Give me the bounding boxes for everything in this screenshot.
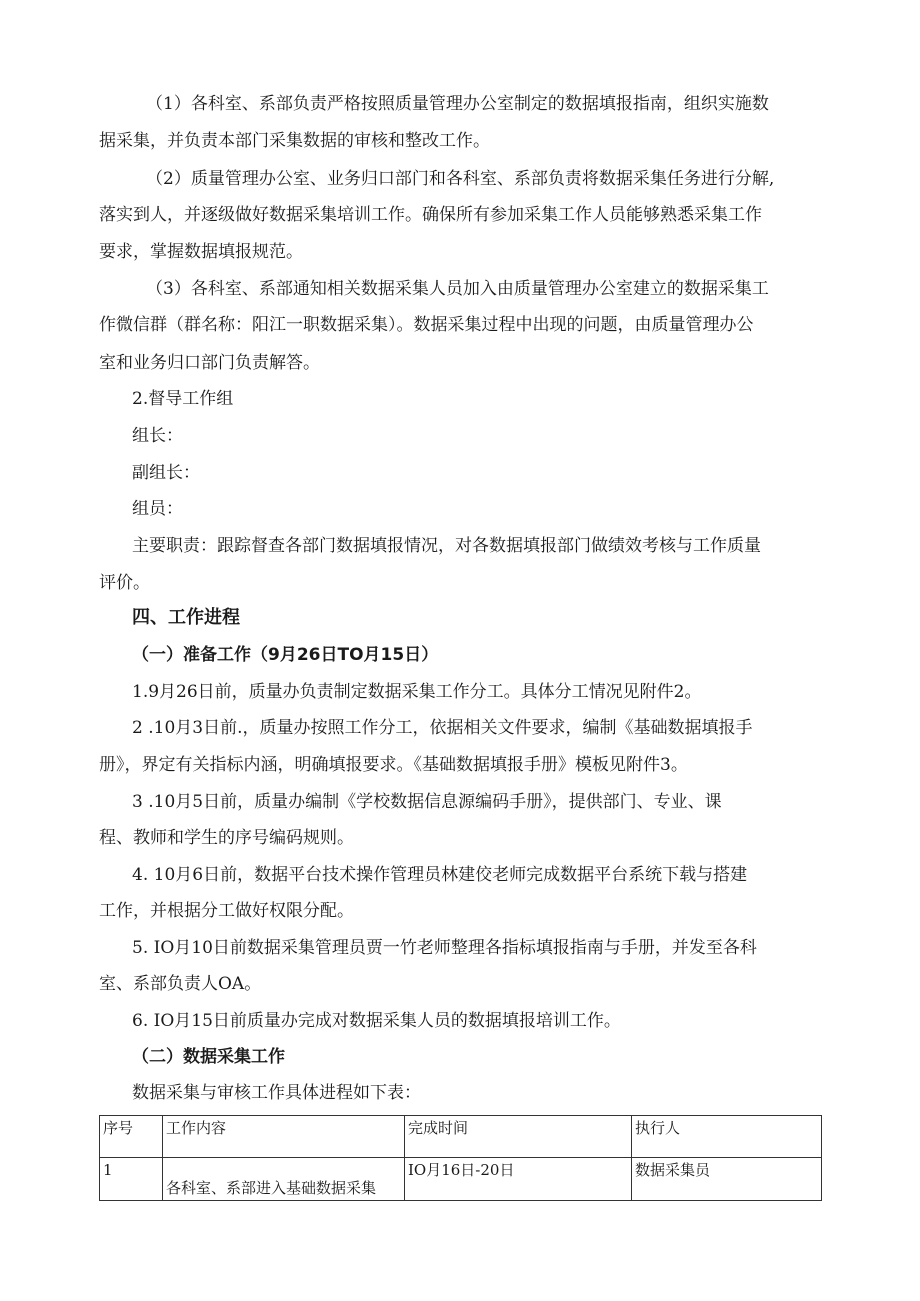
header-cell-time: 完成时间 xyxy=(405,1116,632,1158)
cell-content: 各科室、系部进入基础数据采集 xyxy=(163,1158,405,1201)
para-2-line-2: 落实到人，并逐级做好数据采集培训工作。确保所有参加采集工作人员能够熟悉采集工作 xyxy=(99,205,762,225)
team-leader-label: 组长： xyxy=(132,426,183,446)
para-1-line-2: 据采集，并负责本部门采集数据的审核和整改工作。 xyxy=(99,131,490,151)
subheading-data-collection: （二）数据采集工作 xyxy=(132,1047,285,1067)
item-3-line-2: 程、教师和学生的序号编码规则。 xyxy=(99,828,354,848)
item-2-line-2: 册》，界定有关指标内涵，明确填报要求。《基础数据填报手册》模板见附件3。 xyxy=(99,755,688,775)
item-2-line-1: 2 .10月3日前.，质量办按照工作分工，依据相关文件要求，编制《基础数据填报手 xyxy=(132,718,753,738)
item-5-line-1: 5. IO月10日前数据采集管理员贾一竹老师整理各指标填报指南与手册，并发至各科 xyxy=(132,938,757,958)
table-intro: 数据采集与审核工作具体进程如下表： xyxy=(132,1083,421,1103)
header-cell-content: 工作内容 xyxy=(163,1116,405,1158)
deputy-leader-label: 副组长： xyxy=(132,463,200,483)
cell-index: 1 xyxy=(100,1158,163,1201)
table-header-row xyxy=(100,1116,822,1158)
schedule-table xyxy=(99,1115,822,1201)
section-heading-progress: 四、工作进程 xyxy=(132,607,240,628)
header-cell-executor: 执行人 xyxy=(632,1116,822,1158)
item-5-line-2: 室、系部负责人OA。 xyxy=(99,974,262,994)
para-2-line-3: 要求，掌握数据填报规范。 xyxy=(99,242,303,262)
duties-line-1: 主要职责：跟踪督查各部门数据填报情况，对各数据填报部门做绩效考核与工作质量 xyxy=(132,536,761,556)
subheading-preparation: （一）准备工作（9月26日TO月15日） xyxy=(132,645,439,665)
section-heading-supervision: 2.督导工作组 xyxy=(132,389,234,409)
cell-executor: 数据采集员 xyxy=(632,1158,822,1201)
item-1: 1.9月26日前，质量办负责制定数据采集工作分工。具体分工情况见附件2。 xyxy=(132,682,702,702)
item-4-line-1: 4. 10月6日前，数据平台技术操作管理员林建佼老师完成数据平台系统下载与搭建 xyxy=(132,865,748,885)
member-label: 组员： xyxy=(132,499,183,519)
header-cell-index: 序号 xyxy=(100,1116,163,1158)
table-row xyxy=(100,1158,822,1201)
cell-time: IO月16日-20日 xyxy=(405,1158,632,1201)
item-4-line-2: 工作，并根据分工做好权限分配。 xyxy=(99,901,354,921)
item-3-line-1: 3 .10月5日前，质量办编制《学校数据信息源编码手册》，提供部门、专业、课 xyxy=(132,792,722,812)
para-2-line-1: （2）质量管理办公室、业务归口部门和各科室、系部负责将数据采集任务进行分解, xyxy=(146,169,775,189)
para-3-line-1: （3）各科室、系部通知相关数据采集人员加入由质量管理办公室建立的数据采集工 xyxy=(146,279,769,299)
duties-line-2: 评价。 xyxy=(99,573,150,593)
para-3-line-2: 作微信群（群名称：阳江一职数据采集）。数据采集过程中出现的问题，由质量管理办公 xyxy=(99,315,754,335)
item-6: 6. IO月15日前质量办完成对数据采集人员的数据填报培训工作。 xyxy=(132,1011,621,1031)
para-3-line-3: 室和业务归口部门负责解答。 xyxy=(99,353,320,373)
para-1-line-1: （1）各科室、系部负责严格按照质量管理办公室制定的数据填报指南，组织实施数 xyxy=(146,94,769,114)
